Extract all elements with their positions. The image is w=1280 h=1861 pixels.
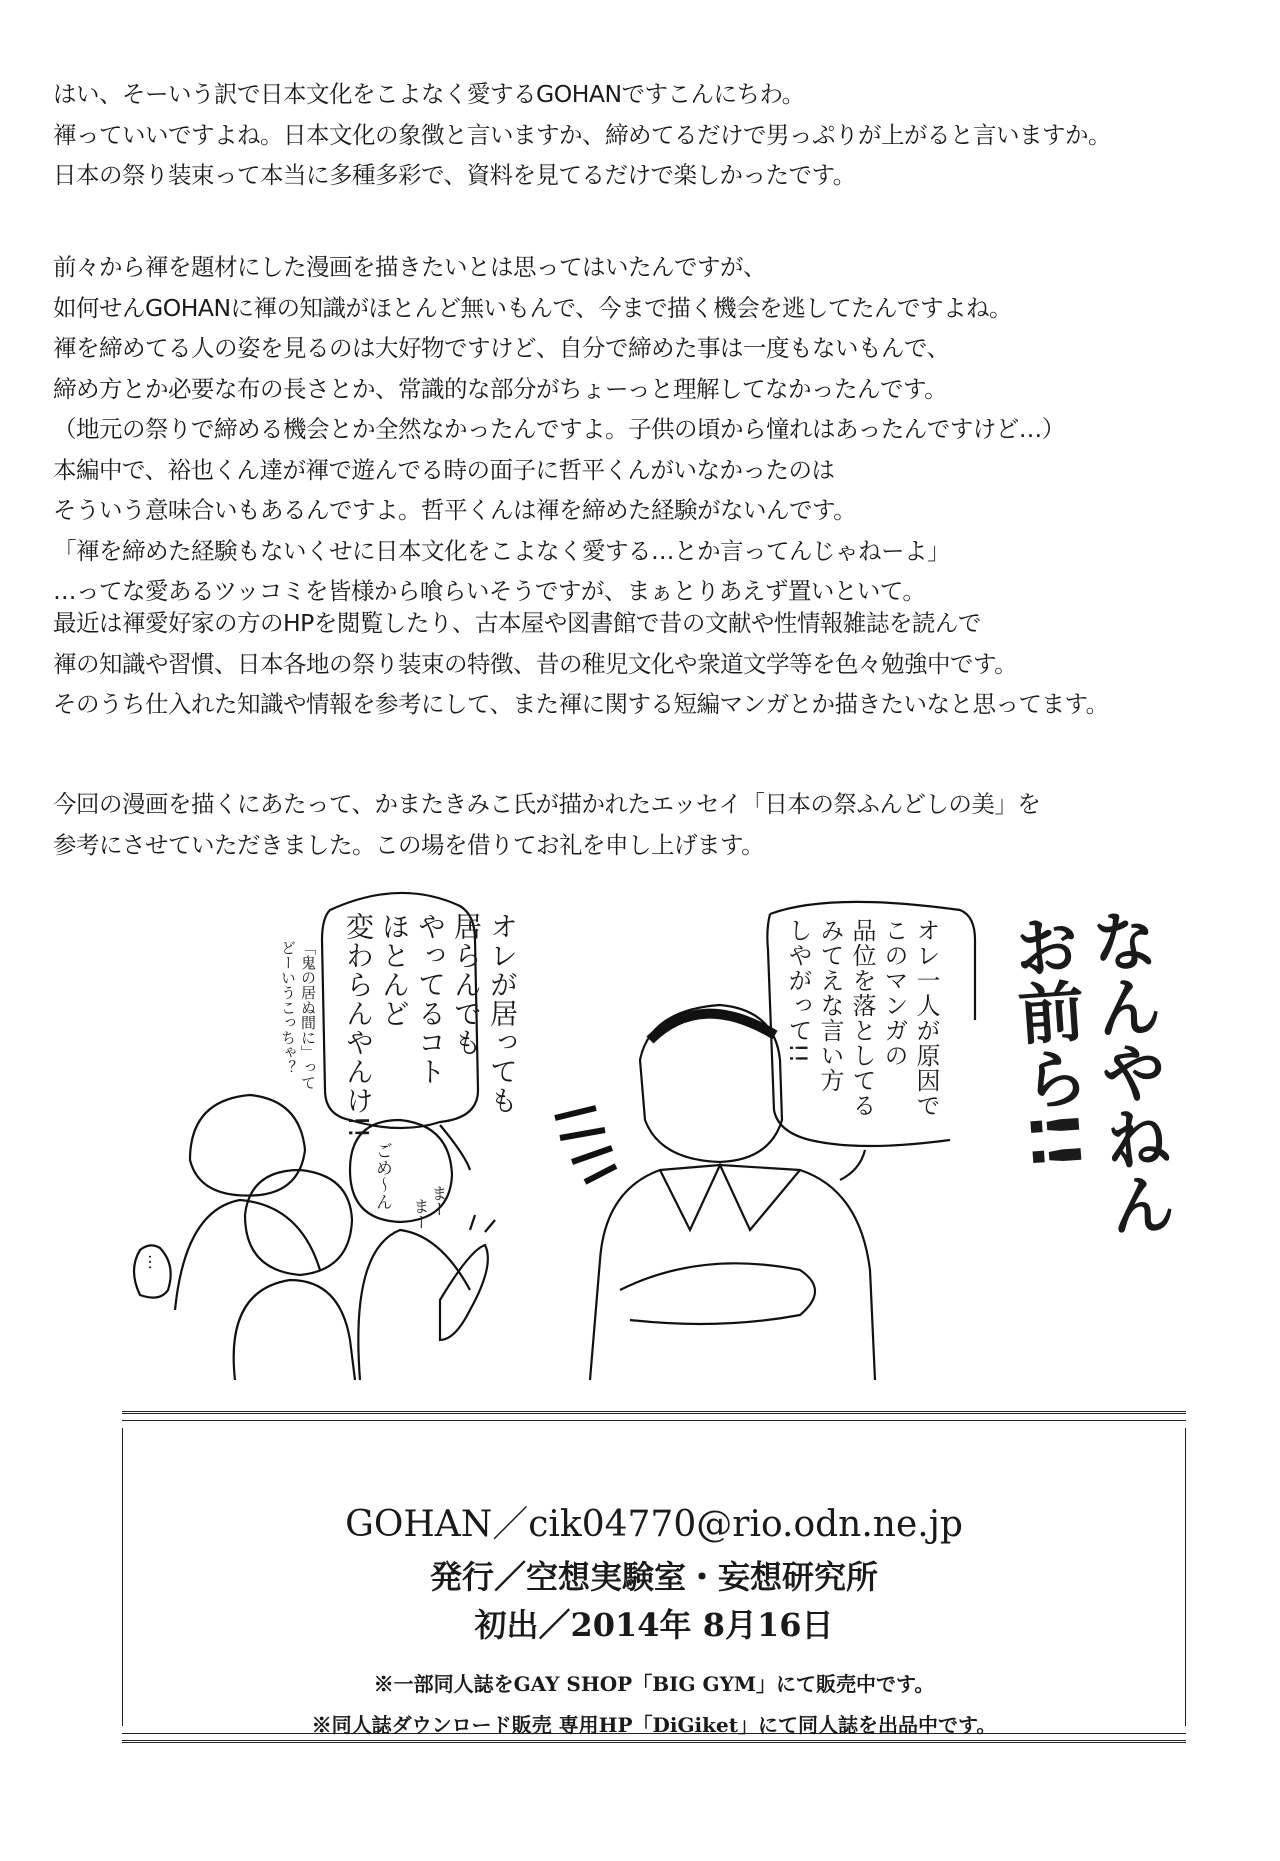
text-line: 前々から褌を題材にした漫画を描きたいとは思ってはいたんですが、 [53,253,766,281]
sales-note-2: ※同人誌ダウンロード販売 専用HP「DiGiket」にて同人誌を出品中です。 [311,1713,997,1737]
manga-illustration [0,870,1280,1390]
raised-hands [440,1245,488,1340]
text-line: 最近は褌愛好家の方のHPを閲覧したり、古本屋や図書館で昔の文献や性情報雑誌を読んで [53,609,981,637]
text-line: 褌を締めてる人の姿を見るのは大好物ですけど、自分で締めた事は一度もないもんで、 [53,334,950,362]
text-line: 「褌を締めた経験もないくせに日本文化をこよなく愛する…とか言ってんじゃねーよ」 [53,536,950,565]
text-line: 締め方とか必要な布の長さとか、常識的な部分がちょーっと理解してなかったんです。 [53,374,948,403]
speech-bubble-left-text: オレが居っても 居らんでも やってるコト ほとんど 変わらんやんけ!! [342,912,519,1140]
text-line: そのうち仕入れた知識や情報を参考にして、また褌に関する短編マンガとか描きたいなと思ってます。 [53,690,1109,718]
author-email: GOHAN／cik04770@rio.odn.ne.jp [345,1504,963,1545]
text-line: 褌っていいですよね。日本文化の象徴と言いますか、締めてるだけで男っぷりが上がると言いますか。 [53,120,1111,149]
gomen-text: ごめ〜ん [372,1142,392,1210]
colophon-box [122,1411,1186,1743]
text-line: 如何せんGOHANに褌の知識がほとんど無いもんで、今まで描く機会を逃してたんですよね。 [53,293,1013,322]
text-line: 今回の漫画を描くにあたって、かまたきみこ氏が描かれたエッセイ「日本の祭ふんどしの美」を [53,790,1041,818]
text-line: 褌の知識や習慣、日本各地の祭り装束の特徴、昔の稚児文化や衆道文学等を色々勉強中です。 [53,649,1018,678]
big-man-body [600,1165,875,1380]
text-line: 日本の祭り装束って本当に多種多彩で、資料を見てるだけで楽しかったです。 [53,161,856,189]
paragraph-background [53,247,1253,612]
text-line: 参考にさせていただきました。この場を借りてお礼を申し上げます。 [53,830,765,859]
paragraph-greeting [53,74,1253,196]
text-line: そういう意味合いもあるんですよ。哲平くんは褌を締めた経験がないんです。 [53,496,857,524]
paragraph-acknowledgement [53,784,1253,865]
paragraph-research [53,603,1253,725]
speech-bubble-right-text: オレ一人が原因で このマンガの 品位を落としてる みてえな言い方 しやがって!! [784,918,940,1118]
character-front-head [245,1170,352,1275]
ellipsis-text: … [145,1254,164,1270]
publisher: 発行／空想実験室・妄想研究所 [429,1558,878,1596]
text-line: 本編中で、裕也くん達が褌で遊んでる時の面子に哲平くんがいなかったのは [53,455,835,484]
mama-text-2: まー [411,1198,430,1230]
text-line: …ってな愛あるツッコミを皆様から喰らいそうですが、まぁとりあえず置いといて。 [53,577,926,605]
crossed-arms [620,1263,815,1324]
sound-effect-text: なんやねん お前ら!! [1000,904,1178,1240]
text-line: （地元の祭りで締める機会とか全然なかったんですよ。子供の頃から憧れはあったんですけど…） [53,415,1065,443]
mama-text-1: まー [429,1185,448,1217]
first-published-date: 初出／2014年 8月16日 [474,1606,834,1644]
text-line: はい、そーいう訳で日本文化をこよなく愛するGOHANですこんにちわ。 [53,80,805,108]
side-note-text: 「鬼の居ぬ間に」って どーいうこっちゃ？ [279,940,317,1090]
sales-note-1: ※一部同人誌をGAY SHOP「BIG GYM」にて販売中です。 [373,1672,935,1696]
